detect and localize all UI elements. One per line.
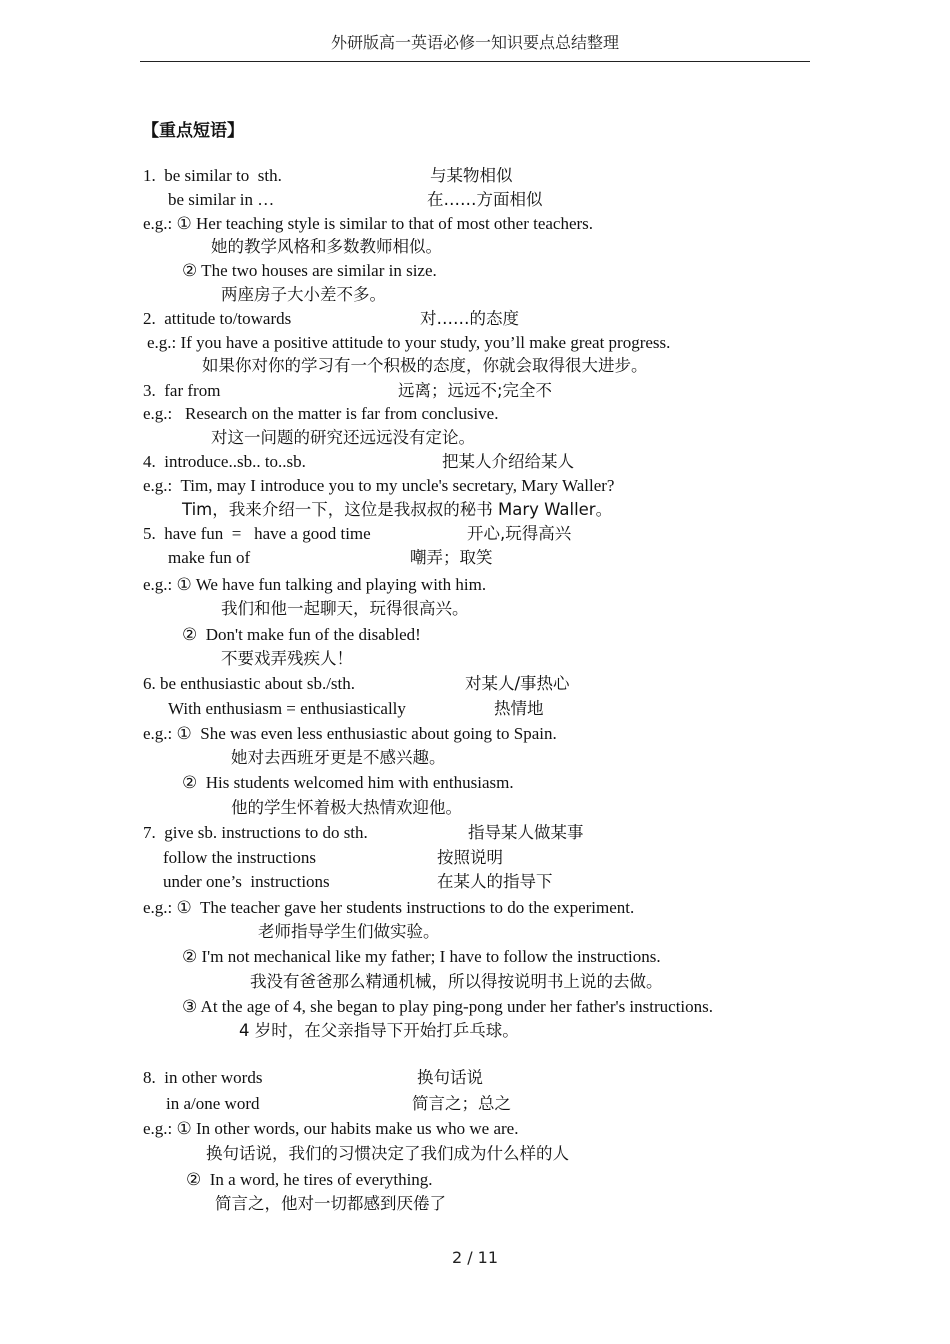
phrase-1b: be similar in … [168, 190, 275, 209]
example-translation: 如果你对你的学习有一个积极的态度，你就会取得很大进步。 [202, 356, 648, 375]
example-sentence: e.g.: ① In other words, our habits make us who we are. [143, 1119, 519, 1138]
example-translation: 她对去西班牙更是不感兴趣。 [231, 748, 446, 767]
example-translation: 不要戏弄残疾人！ [221, 649, 353, 668]
example-translation: 我没有爸爸那么精通机械，所以得按说明书上说的去做。 [250, 972, 663, 991]
phrase-2-meaning: 对……的态度 [420, 309, 519, 328]
example-sentence: ② The two houses are similar in size. [182, 261, 437, 280]
example-sentence: ② I'm not mechanical like my father; I have to follow the instructions. [182, 947, 661, 966]
example-sentence: e.g.: ① The teacher gave her students instructions to do the experiment. [143, 898, 635, 917]
phrase-7c-meaning: 在某人的指导下 [437, 872, 553, 891]
phrase-4: 4. introduce..sb.. to..sb. [143, 452, 306, 471]
example-sentence: e.g.: Research on the matter is far from conclusive. [143, 404, 499, 423]
example-sentence: ② Don't make fun of the disabled! [182, 625, 421, 644]
example-sentence: e.g.: ① Her teaching style is similar to that of most other teachers. [143, 214, 594, 233]
example-sentence: e.g.: ① She was even less enthusiastic about going to Spain. [143, 724, 557, 743]
phrase-7-meaning: 指导某人做某事 [468, 823, 584, 842]
example-translation: 4 岁时，在父亲指导下开始打乒乓球。 [239, 1021, 519, 1040]
phrase-7c: under one’s instructions [163, 872, 330, 891]
example-sentence: e.g.: Tim, may I introduce you to my uncle's secretary, Mary Waller? [143, 476, 615, 495]
header-divider [140, 61, 810, 62]
page-number: 2 / 11 [451, 1248, 499, 1267]
phrase-6b-meaning: 热情地 [494, 699, 544, 718]
phrase-2: 2. attitude to/towards [143, 309, 292, 328]
phrase-8-meaning: 换句话说 [417, 1068, 483, 1087]
phrase-1b-meaning: 在……方面相似 [427, 190, 543, 209]
example-translation: 老师指导学生们做实验。 [258, 922, 440, 941]
example-translation: 换句话说，我们的习惯决定了我们成为什么样的人 [206, 1144, 569, 1163]
phrase-6b: With enthusiasm = enthusiastically [168, 699, 406, 718]
phrase-5b-meaning: 嘲弄；取笑 [410, 548, 493, 567]
example-sentence: ② His students welcomed him with enthusiasm. [182, 773, 514, 792]
page-header-title: 外研版高一英语必修一知识要点总结整理 [330, 33, 619, 52]
phrase-3: 3. far from [143, 381, 221, 400]
example-translation: 两座房子大小差不多。 [221, 285, 386, 304]
phrase-5: 5. have fun = have a good time [143, 524, 371, 543]
phrase-7: 7. give sb. instructions to do sth. [143, 823, 368, 842]
phrase-6-meaning: 对某人/事热心 [465, 674, 570, 693]
example-translation: Tim，我来介绍一下，这位是我叔叔的秘书 Mary Waller。 [182, 500, 613, 519]
phrase-4-meaning: 把某人介绍给某人 [442, 452, 574, 471]
example-sentence: e.g.: ① We have fun talking and playing with him. [143, 575, 487, 594]
phrase-8b: in a/one word [166, 1094, 260, 1113]
phrase-8: 8. in other words [143, 1068, 263, 1087]
example-translation: 简言之，他对一切都感到厌倦了 [215, 1194, 446, 1213]
phrase-1-meaning: 与某物相似 [430, 166, 513, 185]
phrase-7b-meaning: 按照说明 [437, 848, 503, 867]
phrase-8b-meaning: 简言之；总之 [412, 1094, 511, 1113]
example-translation: 他的学生怀着极大热情欢迎他。 [231, 798, 462, 817]
phrase-5-meaning: 开心,玩得高兴 [467, 524, 572, 543]
example-sentence: ③ At the age of 4, she began to play ping-pong under her father's instructions. [182, 997, 714, 1016]
section-title: 【重点短语】 [142, 121, 244, 141]
phrase-7b: follow the instructions [163, 848, 316, 867]
phrase-1: 1. be similar to sth. [143, 166, 282, 185]
example-sentence: ② In a word, he tires of everything. [186, 1170, 433, 1189]
phrase-6: 6. be enthusiastic about sb./sth. [143, 674, 356, 693]
phrase-5b: make fun of [168, 548, 251, 567]
example-translation: 对这一问题的研究还远远没有定论。 [211, 428, 475, 447]
example-translation: 我们和他一起聊天，玩得很高兴。 [221, 599, 469, 618]
example-translation: 她的教学风格和多数教师相似。 [211, 237, 442, 256]
example-sentence: e.g.: If you have a positive attitude to your study, you’ll make great progress. [147, 333, 671, 352]
phrase-3-meaning: 远离；远远不;完全不 [398, 381, 553, 400]
